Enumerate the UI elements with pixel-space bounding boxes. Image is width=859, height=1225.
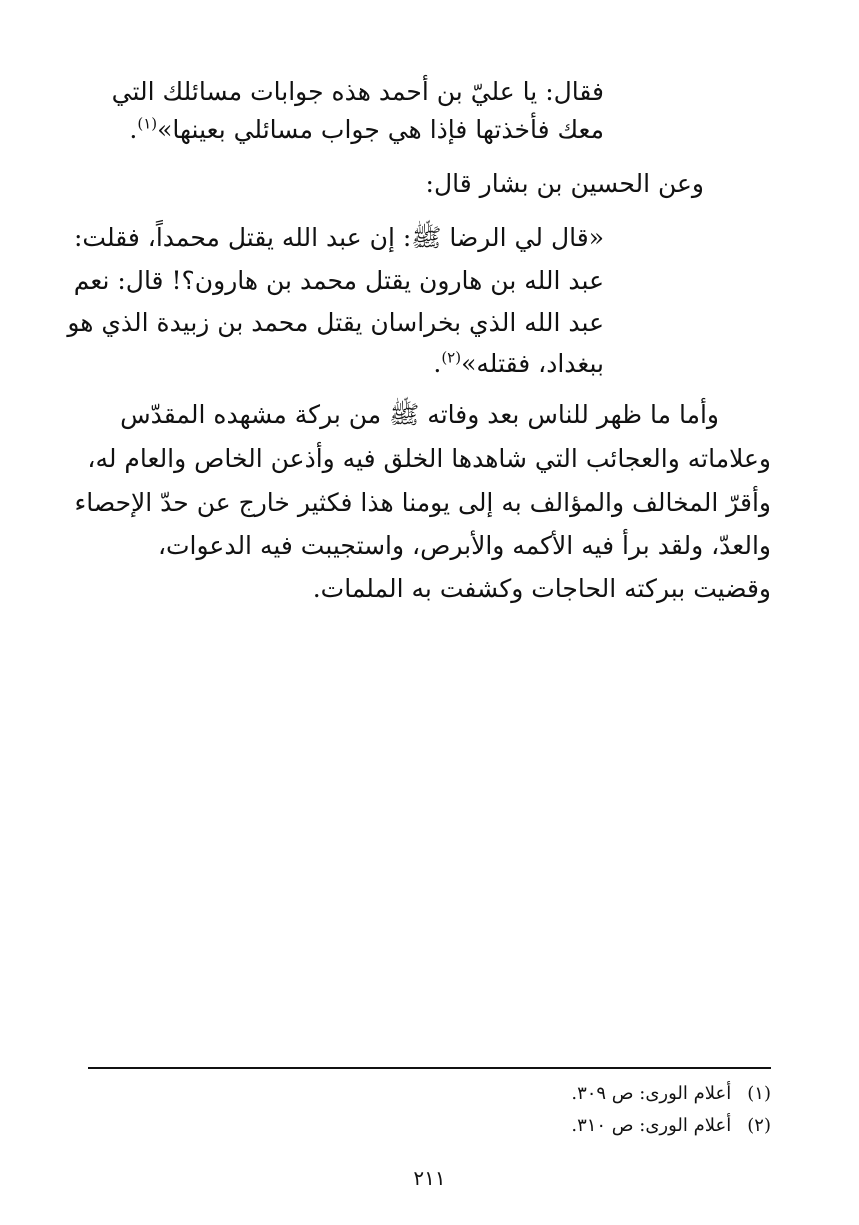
narrator-line: وعن الحسين بن بشار قال: [425,169,704,198]
paragraph-line2: وعلاماته والعجائب التي شاهدها الخلق فيه وأذعن الخاص والعام له، [87,444,771,473]
paragraph-line3: وأقرّ المخالف والمؤالف به إلى يومنا هذا فكثير خارج عن حدّ الإحصاء [74,488,771,517]
quote2-line4: ببغداد، فقتله»$^{(٢)}$. [433,348,604,378]
page-number: ٢١١ [413,1166,446,1190]
footnote-ref-2[interactable]: (٢) [441,348,462,367]
footnote-1 [571,1081,771,1107]
quote2-line1: «قال لي الرضا ﷺ: إن عبد الله يقتل محمداً، فقلت: [73,223,604,252]
footnote-number: (٢) [747,1115,771,1136]
footnote-2 [571,1113,771,1139]
paragraph-line4: والعدّ، ولقد برأ فيه الأكمه والأبرص، واستجيبت فيه الدعوات، [157,531,771,560]
footnote-ref-1[interactable]: (١) [137,114,158,133]
quote1-line1: فقال: يا عليّ بن أحمد هذه جوابات مسائلك التي [111,77,604,106]
paragraph-line1: وأما ما ظهر للناس بعد وفاته ﷺ من بركة مشهده المقدّس [120,400,719,429]
footnote-text: أعلام الورى: ص ٣١٠. [571,1115,732,1136]
quote2-line2: عبد الله بن هارون يقتل محمد بن هارون؟! قال: نعم [73,266,604,295]
footnote-number: (١) [747,1083,771,1104]
quote1-line2: معك فأخذتها فإذا هي جواب مسائلي بعينها»$^{(١)}$. [129,114,604,144]
footnote-text: أعلام الورى: ص ٣٠٩. [571,1083,732,1104]
quote2-line3: عبد الله الذي بخراسان يقتل محمد بن زبيدة الذي هو [67,308,604,337]
paragraph-line5: وقضيت ببركته الحاجات وكشفت به الملمات. [312,574,771,603]
footnote-divider [88,1067,771,1069]
